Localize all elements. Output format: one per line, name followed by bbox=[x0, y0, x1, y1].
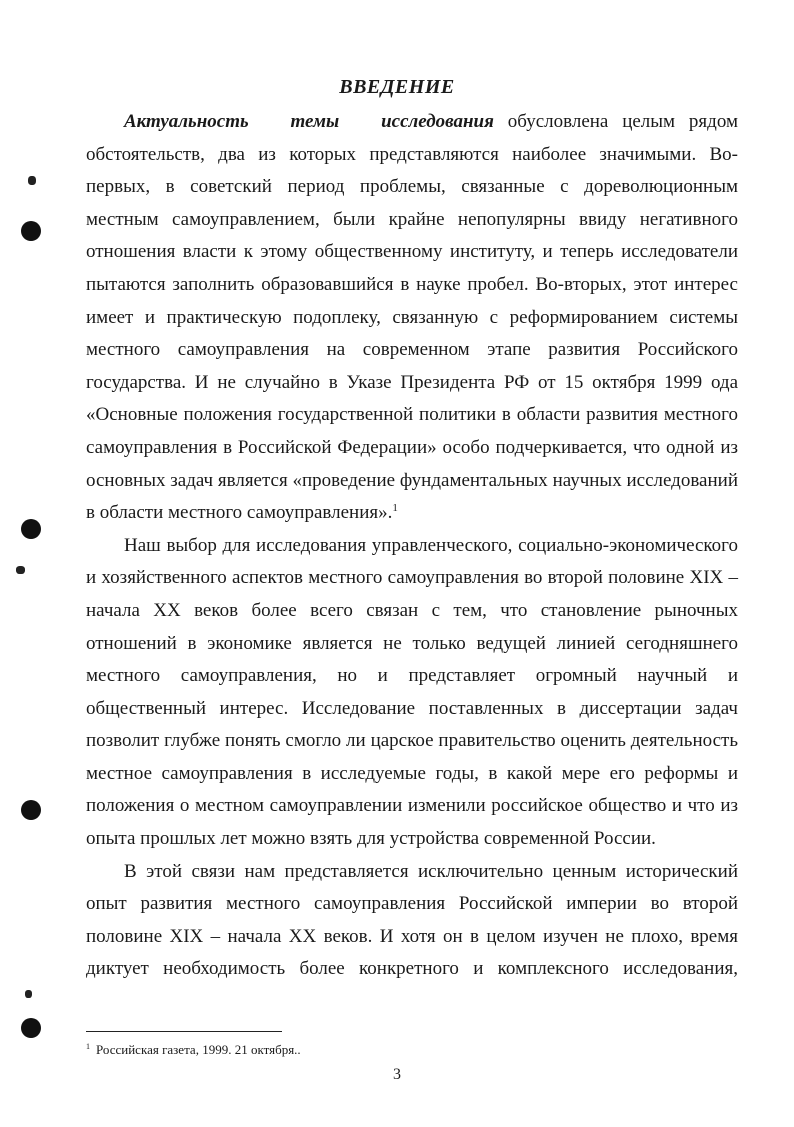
footnote-divider bbox=[86, 1031, 282, 1032]
page-number: 3 bbox=[393, 1066, 401, 1083]
scan-mark bbox=[25, 990, 32, 998]
footnote bbox=[86, 1042, 301, 1058]
footnote-reference: 1 bbox=[392, 502, 398, 515]
scan-mark bbox=[28, 176, 36, 185]
binder-hole bbox=[21, 221, 41, 241]
footnote-text: Российская газета, 1999. 21 октября.. bbox=[96, 1042, 301, 1057]
binder-hole bbox=[21, 519, 41, 539]
scan-mark bbox=[16, 566, 25, 574]
footnote-marker: 1 bbox=[86, 1042, 90, 1051]
body-text bbox=[86, 106, 738, 986]
paragraph-lead: Актуальность темы исследования bbox=[124, 111, 494, 132]
page-title: ВВЕДЕНИЕ bbox=[339, 76, 455, 98]
paragraph-3: В этой связи нам представляется исключительно ценным исторический опыт развития местного самоуправления Российской империи во второй половине XIX – начала XX веков. И хотя он в целом изучен не плохо, время диктует необходимость более конкретного и комплексного исследования, bbox=[86, 860, 738, 980]
paragraph-2: Наш выбор для исследования управленческого, социально-экономического и хозяйственного аспектов местного самоуправления во второй половине XIX – начала XX веков более всего связан с тем, что становление рыночных отношений в экономике является не только ведущей линией сегодняшнего местного самоуправления, но и представляет огромный научный и общественный интерес. Исследование поставленных в диссертации задач позволит глубже понять смогло ли царское правительство оценить деятельность местное самоуправления в исследуемые годы, в какой мере его реформы и положения о местном самоуправлении изменили российское общество и что из опыта прошлых лет можно взять для устройства современной России. bbox=[86, 534, 738, 850]
binder-hole bbox=[21, 1018, 41, 1038]
binder-hole bbox=[21, 800, 41, 820]
paragraph-1 bbox=[86, 106, 738, 530]
paragraph-text: обусловлена целым рядом обстоятельств, два из которых представляются наиболее значимыми. Во-первых, в советский период проблемы, связанные с дореволюционным местным самоуправлением, были крайне непопулярны ввиду негативного отношения власти к этому общественному институту, и теперь исследователи пытаются заполнить образовавшийся в науке пробел. Во-вторых, этот интерес имеет и практическую подоплеку, связанную с реформированием системы местного самоуправления на современном этапе развития Российского государства. И не случайно в Указе Президента РФ от 15 октября 1999 ода «Основные положения государственной политики в области развития местного самоуправления в Российской Федерации» особо подчеркивается, что одной из основных задач является «проведение фундаментальных научных исследований в области местного самоуправления». bbox=[86, 111, 738, 524]
